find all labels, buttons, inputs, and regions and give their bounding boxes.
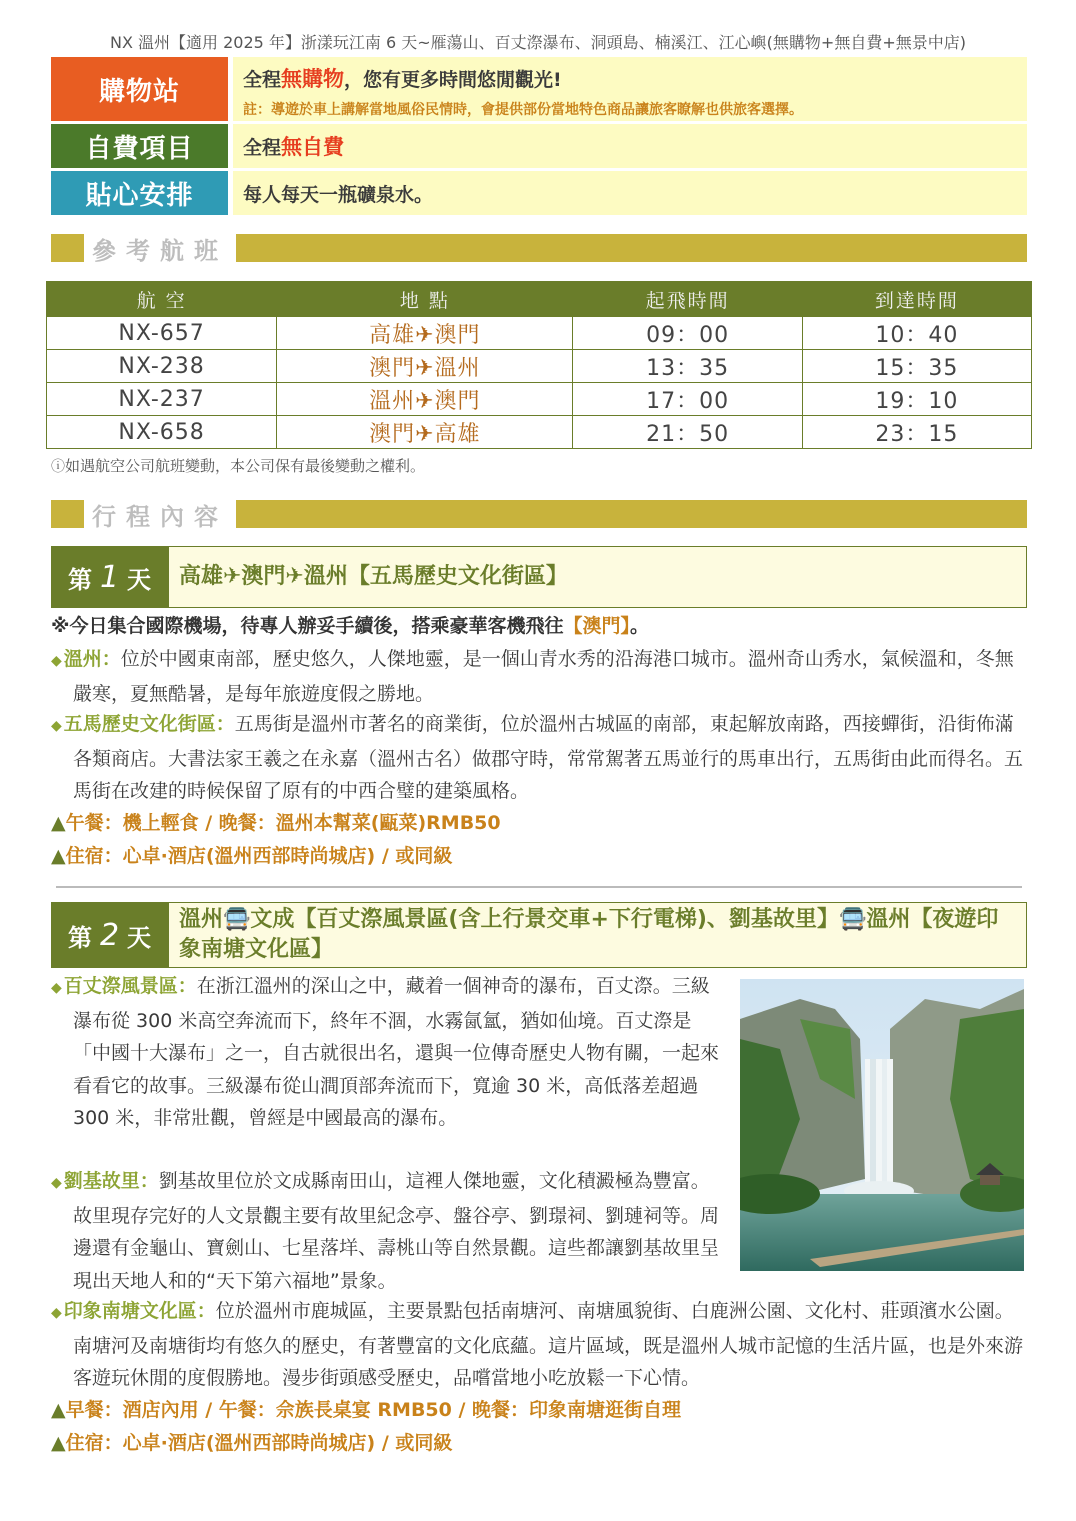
triangle-icon: ▲: [51, 1432, 66, 1454]
diamond-icon: ◆: [51, 653, 62, 669]
care-row: [51, 171, 1027, 215]
plane-icon: ✈: [415, 322, 435, 348]
flight-route: 澳門✈高雄: [277, 416, 573, 449]
day2-header: [51, 902, 1027, 968]
diamond-icon: ◆: [51, 718, 62, 734]
day1-intro: ※今日集合國際機場，待專人辦妥手續後，搭乘豪華客機飛往【澳門】。: [51, 615, 650, 637]
optional-row: [51, 124, 1027, 168]
flight-number: NX-658: [47, 416, 277, 449]
shopping-body: [233, 57, 1027, 121]
info-icon: ⓘ: [51, 459, 65, 475]
departure-time: 21：50: [573, 416, 802, 449]
departure-time: 09：00: [573, 317, 802, 350]
itinerary-section-bar: [51, 500, 1027, 531]
diamond-icon: ◆: [51, 1305, 62, 1321]
flights-section-bar: [51, 234, 1027, 265]
flight-route: 澳門✈溫州: [277, 350, 573, 383]
flight-number: NX-238: [47, 350, 277, 383]
flights-section-title: 參考航班: [84, 231, 236, 266]
day2-item-baizhangji: ◆ 百丈漈風景區：在浙江溫州的深山之中，藏着一個神奇的瀑布，百丈漈。三級瀑布從 300 米高空奔流而下，終年不涸，水霧氤氳，猶如仙境。百丈漈是「中國十大瀑布」之一，自古就很出名，還與一位傳奇歷史人物有關，一起來看看它的故事。三級瀑布從山澗頂部奔流而下，寬逾 30 米，高低落差超過 300 米，非常壯觀，曾經是中國最高的瀑布。: [51, 975, 720, 1130]
triangle-icon: ▲: [51, 812, 66, 834]
flight-route: 高雄✈澳門: [277, 317, 573, 350]
day2-title: 溫州🚍文成【百丈漈風景區(含上行景交車+下行電梯)、劉基故里】🚍溫州【夜遊印象南塘文化區】: [168, 902, 1027, 968]
table-row: [47, 416, 1032, 449]
optional-label: 自費項目: [51, 124, 228, 168]
day1-item-wuma: ◆ 五馬歷史文化街區：五馬街是溫州市著名的商業街，位於溫州古城區的南部，東起解放南路，西接蟬街，沿街佈滿各類商店。大書法家王羲之在永嘉（溫州古名）做郡守時，常常駕著五馬並行的馬車出行，五馬街由此而得名。五馬街在改建的時候保留了原有的中西合璧的建築風格。: [51, 713, 1024, 803]
flight-number: NX-657: [47, 317, 277, 350]
arrival-time: 23：15: [802, 416, 1031, 449]
plane-icon: ✈: [415, 388, 435, 414]
plane-icon: ✈: [415, 355, 435, 381]
day1-header: [51, 546, 1027, 608]
shopping-row: [51, 57, 1027, 121]
page-title: NX 溫州【適用 2025 年】浙漾玩江南 6 天~雁蕩山、百丈漈瀑布、洞頭島、楠溪江、江心嶼(無購物+無自費+無景中店): [110, 33, 966, 52]
plane-icon: ✈: [415, 421, 435, 447]
table-row: [47, 383, 1032, 416]
arrival-time: 15：35: [802, 350, 1031, 383]
diamond-icon: ◆: [51, 1175, 62, 1191]
day-divider: [56, 886, 1022, 888]
shopping-label: 購物站: [51, 57, 228, 121]
triangle-icon: ▲: [51, 845, 66, 867]
care-body: [233, 171, 1027, 215]
triangle-icon: ▲: [51, 1399, 66, 1421]
col-header-flight: 航 空: [47, 282, 277, 317]
shopping-text: 全程無購物，您有更多時間悠閒觀光!: [243, 67, 562, 91]
table-row: [47, 350, 1032, 383]
day1-meals: ▲午餐：機上輕食 / 晚餐：溫州本幫菜(甌菜)RMB50: [51, 812, 501, 834]
day2-item-liuji: ◆ 劉基故里：劉基故里位於文成縣南田山，這裡人傑地靈，文化積澱極為豐富。故里現存完好的人文景觀主要有故里紀念亭、盤谷亭、劉璟祠、劉璉祠等。周邊還有金龜山、寶劍山、七星落垟、壽桃山等自然景觀。這些都讓劉基故里呈現出天地人和的“天下第六福地”景象。: [51, 1170, 720, 1292]
day1-label: 第 1 天: [51, 546, 168, 608]
waterfall-image: [740, 979, 1024, 1271]
arrival-time: 19：10: [802, 383, 1031, 416]
day1-hotel: ▲住宿：心卓·酒店(溫州西部時尚城店) / 或同級: [51, 845, 453, 867]
day1-title: 高雄✈澳門✈溫州【五馬歷史文化街區】: [168, 546, 1027, 608]
shopping-highlight: 無購物: [281, 67, 345, 91]
arrival-time: 10：40: [802, 317, 1031, 350]
care-text: 每人每天一瓶礦泉水。: [243, 183, 434, 206]
waterfall-photo: [740, 979, 1024, 1271]
table-row: [47, 317, 1032, 350]
col-header-arrival: 到達時間: [802, 282, 1031, 317]
care-label: 貼心安排: [51, 171, 228, 215]
flight-route: 溫州✈澳門: [277, 383, 573, 416]
itinerary-section-title: 行程內容: [84, 497, 236, 532]
shopping-note: 註：導遊於車上講解當地風俗民情時，會提供部份當地特色商品讓旅客瞭解也供旅客選擇。: [243, 102, 803, 118]
col-header-departure: 起飛時間: [573, 282, 802, 317]
flight-number: NX-237: [47, 383, 277, 416]
day1-item-wenzhou: ◆ 溫州：位於中國東南部，歷史悠久，人傑地靈，是一個山青水秀的沿海港口城市。溫州奇山秀水，氣候溫和，冬無嚴寒，夏無酷暑，是每年旅遊度假之勝地。: [51, 648, 1014, 705]
day2-label: 第 2 天: [51, 902, 168, 968]
day2-hotel: ▲住宿：心卓·酒店(溫州西部時尚城店) / 或同級: [51, 1432, 453, 1454]
flight-table: [46, 281, 1032, 449]
flight-note: ⓘ如遇航空公司航班變動，本公司保有最後變動之權利。: [51, 457, 426, 475]
day2-meals: ▲早餐：酒店內用 / 午餐：佘族長桌宴 RMB50 / 晚餐：印象南塘逛街自理: [51, 1399, 682, 1421]
optional-highlight: 無自費: [281, 135, 345, 159]
optional-body: [233, 124, 1027, 168]
departure-time: 17：00: [573, 383, 802, 416]
departure-time: 13：35: [573, 350, 802, 383]
col-header-location: 地 點: [277, 282, 573, 317]
day2-item-nantang: ◆ 印象南塘文化區：位於溫州市鹿城區，主要景點包括南塘河、南塘風貌街、白鹿洲公園、文化村、莊頭濱水公園。南塘河及南塘街均有悠久的歷史，有著豐富的文化底蘊。這片區域，既是溫州人城市記憶的生活片區，也是外來游客遊玩休閒的度假勝地。漫步街頭感受歷史，品嚐當地小吃放鬆一下心情。: [51, 1300, 1024, 1390]
optional-text: 全程無自費: [243, 135, 345, 159]
diamond-icon: ◆: [51, 980, 62, 996]
